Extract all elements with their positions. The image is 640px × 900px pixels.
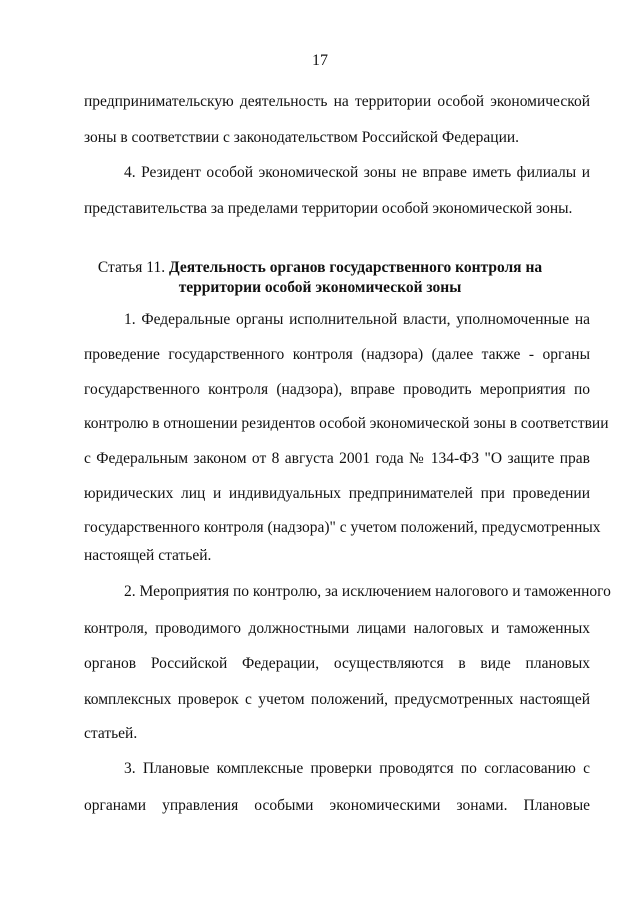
text-line: государственного контроля (надзора), вправе проводить мероприятия по bbox=[84, 381, 590, 398]
text-line: органов Российской Федерации, осуществляются в виде плановых bbox=[84, 655, 590, 672]
text-line: комплексных проверок с учетом положений, предусмотренных настоящей bbox=[84, 691, 590, 708]
text-line: настоящей статьей. bbox=[84, 547, 212, 564]
paragraph-2-line: 2. Мероприятия по контролю, за исключением налогового и таможенного bbox=[124, 583, 611, 600]
text-line: органами управления особыми экономическими зонами. Плановые bbox=[84, 797, 590, 814]
paragraph-3-line: 3. Плановые комплексные проверки проводятся по согласованию с bbox=[124, 760, 590, 777]
article-heading bbox=[0, 258, 640, 298]
text-line: представительства за пределами территории особой экономической зоны. bbox=[84, 200, 573, 217]
page-number: 17 bbox=[312, 52, 328, 69]
paragraph-1-line: 1. Федеральные органы исполнительной власти, уполномоченные на bbox=[124, 311, 590, 328]
text-line: с Федеральным законом от 8 августа 2001 года № 134-ФЗ "О защите прав bbox=[84, 450, 590, 467]
article-title-line-2: территории особой экономической зоны bbox=[178, 279, 462, 296]
text-line: проведение государственного контроля (надзора) (далее также - органы bbox=[84, 346, 590, 363]
text-line: предпринимательскую деятельность на территории особой экономической bbox=[84, 93, 590, 110]
text-line: контроля, проводимого должностными лицами налоговых и таможенных bbox=[84, 620, 590, 637]
text-line: юридических лиц и индивидуальных предпринимателей при проведении bbox=[84, 485, 590, 502]
article-title-line-1: Деятельность органов государственного контроля на bbox=[168, 259, 543, 276]
text-line: государственного контроля (надзора)" с учетом положений, предусмотренных bbox=[84, 519, 601, 536]
text-line: зоны в соответствии с законодательством Российской Федерации. bbox=[84, 129, 520, 146]
text-line: контролю в отношении резидентов особой экономической зоны в соответствии bbox=[84, 415, 609, 432]
paragraph-4-line: 4. Резидент особой экономической зоны не вправе иметь филиалы и bbox=[124, 164, 590, 181]
article-label: Статья 11. bbox=[97, 259, 166, 276]
text-line: статьей. bbox=[84, 725, 138, 742]
